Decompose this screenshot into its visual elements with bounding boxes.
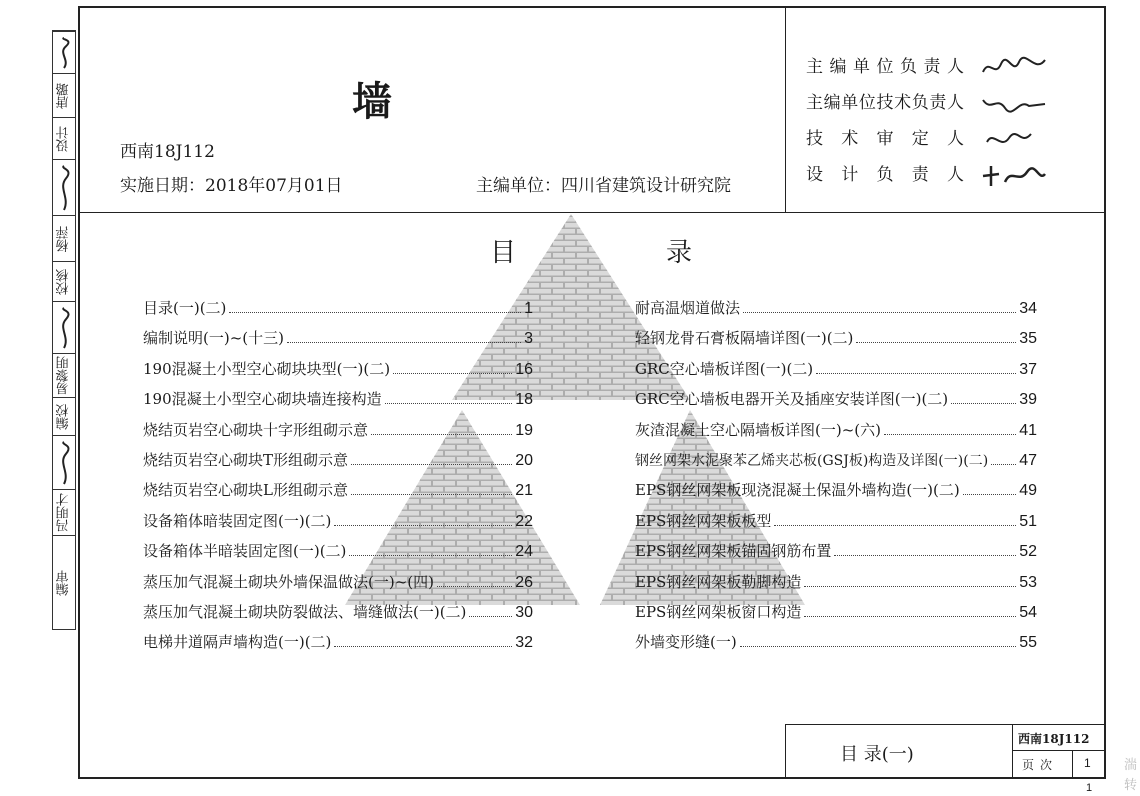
toc-entry [635, 570, 1037, 592]
toc-entry [635, 509, 1037, 531]
toc-entry-title: GRC空心墙板电器开关及插座安装详图(一)(二) [635, 390, 949, 409]
page-number: 1 [1084, 756, 1091, 770]
toc-leader-dots [437, 586, 512, 587]
side-glyph: 转 [1124, 778, 1138, 793]
toc-entry-page: 49 [1019, 482, 1037, 500]
toc-entry-page: 52 [1019, 543, 1037, 561]
title-block-inner-line [1012, 750, 1106, 751]
strip-label-cell: 编审 [53, 535, 75, 630]
toc-entry-page: 19 [515, 421, 533, 439]
handwritten-signature [56, 36, 72, 70]
toc-entry-title: 耐高温烟道做法 [635, 299, 741, 317]
strip-signature-cell [53, 435, 75, 490]
responsible-label: 设计负责人 [806, 165, 964, 185]
toc-leader-dots [816, 373, 1016, 374]
toc-entry-page: 39 [1019, 391, 1037, 409]
toc-entry-title: 烧结页岩空心砌块L形组砌示意 [143, 481, 348, 500]
handwritten-signature [979, 126, 1049, 154]
toc-entry [143, 357, 533, 379]
toc-title-right: 录 [666, 238, 693, 268]
toc-entry [143, 387, 533, 409]
toc-entry-page: 54 [1019, 604, 1037, 621]
toc-entry-title: 外墙变形缝(一) [635, 633, 737, 652]
handwritten-signature [56, 164, 72, 212]
toc-entry-title: 轻钢龙骨石膏板隔墙详图(一)(二) [635, 329, 854, 348]
toc-leader-dots [334, 525, 512, 526]
strip-label-cell: 校核 [53, 261, 75, 302]
toc-entry-page: 32 [515, 634, 533, 652]
toc-leader-dots [834, 555, 1016, 556]
toc-leader-dots [371, 434, 512, 435]
toc-entry-page: 30 [515, 604, 533, 621]
toc-entry-title: EPS钢丝网架板勒脚构造 [635, 572, 802, 591]
toc-entry-title: 编制说明(一)~(十三) [143, 329, 284, 348]
toc-entry-page: 24 [515, 543, 533, 561]
toc-title-left: 目 [490, 238, 517, 268]
header-vertical-divider [785, 6, 786, 212]
handwritten-signature [979, 54, 1049, 82]
toc-entry [635, 630, 1037, 652]
toc-entry-title: 烧结页岩空心砌块十字形组砌示意 [143, 420, 369, 439]
responsible-label: 主编单位技术负责人 [806, 93, 964, 113]
strip-label-cell: 易黎明 [53, 353, 75, 398]
handwritten-signature [979, 162, 1049, 190]
toc-entry [143, 296, 533, 318]
toc-leader-dots [469, 616, 512, 617]
toc-entry [635, 296, 1037, 318]
signature-strip [52, 30, 76, 630]
toc-leader-dots [287, 342, 521, 343]
toc-leader-dots [804, 586, 1016, 587]
toc-entry [143, 600, 533, 622]
header-divider [78, 212, 1106, 213]
toc-entry-title: EPS钢丝网架板窗口构造 [635, 603, 802, 621]
toc-leader-dots [334, 646, 512, 647]
toc-entry-title: 设备箱体暗装固定图(一)(二) [143, 511, 332, 530]
toc-entry [143, 448, 533, 470]
toc-entry [143, 478, 533, 500]
toc-entry-page: 26 [515, 573, 533, 591]
toc-leader-dots [743, 312, 1016, 313]
toc-leader-dots [351, 494, 512, 495]
strip-label-cell: 杨萍 [53, 215, 75, 262]
responsible-row [806, 124, 1049, 154]
toc-leader-dots [393, 373, 512, 374]
toc-entry-page: 21 [515, 482, 533, 500]
toc-entry-title: GRC空心墙板详图(一)(二) [635, 359, 814, 378]
title-block-code: 西南18J112 [1018, 732, 1090, 746]
toc-entry [635, 357, 1037, 379]
toc-entry-page: 20 [515, 452, 533, 469]
toc-leader-dots [963, 494, 1016, 495]
page-title: 墙 [352, 78, 392, 125]
toc-entry-title: EPS钢丝网架板锚固钢筋布置 [635, 542, 832, 561]
toc-entry [143, 570, 533, 592]
toc-entry-title: 目录(一)(二) [143, 299, 227, 317]
handwritten-signature [56, 306, 72, 350]
strip-label-cell: 唐璐 [53, 73, 75, 118]
toc-entry [143, 418, 533, 440]
toc-entry [635, 539, 1037, 561]
toc-entry [143, 326, 533, 348]
toc-leader-dots [740, 646, 1016, 647]
toc-entry-title: 190混凝土小型空心砌块墙连接构造 [143, 390, 382, 409]
strip-signature-cell [53, 159, 75, 216]
strip-label-cell: 设计 [53, 117, 75, 160]
responsible-row [806, 88, 1049, 118]
responsible-label: 技术审定人 [806, 129, 964, 149]
toc-entry-page: 51 [1019, 512, 1037, 530]
toc-leader-dots [351, 464, 512, 465]
toc-leader-dots [774, 525, 1016, 526]
toc-entry-page: 16 [515, 360, 533, 378]
toc-entry [635, 326, 1037, 348]
strip-signature-cell [53, 31, 75, 74]
toc-entry-title: 蒸压加气混凝土砌块防裂做法、墙缝做法(一)(二) [143, 603, 467, 621]
toc-entry-title: 钢丝网架水泥聚苯乙烯夹芯板(GSJ板)构造及详图(一)(二) [635, 453, 989, 469]
toc-leader-dots [884, 434, 1016, 435]
handwritten-signature [979, 90, 1049, 118]
toc-entry-page: 22 [515, 512, 533, 530]
toc-entry-page: 34 [1019, 300, 1037, 317]
toc-entry-title: 灰渣混凝土空心隔墙板详图(一)~(六) [635, 420, 881, 439]
toc-entry [635, 418, 1037, 440]
toc-entry [143, 509, 533, 531]
side-glyph: 湍 [1124, 758, 1138, 773]
toc-entry [635, 387, 1037, 409]
toc-entry-page: 18 [515, 391, 533, 409]
sheet-name: 目 录(一) [840, 744, 914, 765]
toc-entry-page: 35 [1019, 330, 1037, 348]
toc-entry-title: EPS钢丝网架板板型 [635, 511, 772, 530]
toc-leader-dots [229, 312, 521, 313]
toc-leader-dots [385, 403, 513, 404]
toc-entry-title: 蒸压加气混凝土砌块外墙保温做法(一)~(四) [143, 572, 434, 591]
responsible-label: 主编单位负责人 [806, 57, 964, 77]
toc-entry [635, 448, 1037, 470]
title-block-divider [785, 724, 786, 777]
responsible-row [806, 52, 1049, 82]
toc-entry-page: 1 [524, 300, 533, 317]
toc-entry-page: 47 [1019, 452, 1037, 469]
responsible-row [806, 160, 1049, 190]
toc-entry-title: 190混凝土小型空心砌块块型(一)(二) [143, 359, 391, 378]
toc-entry [635, 478, 1037, 500]
title-block-inner-divider [1072, 750, 1073, 777]
toc-entry [635, 600, 1037, 622]
sheet-number: 1 [1086, 782, 1093, 794]
toc-leader-dots [991, 464, 1016, 465]
toc-entry-title: EPS钢丝网架板现浇混凝土保温外墙构造(一)(二) [635, 481, 960, 500]
effective-date: 实施日期：2018年07月01日 [120, 176, 343, 196]
toc-leader-dots [349, 555, 512, 556]
standard-code: 西南18J112 [120, 142, 215, 162]
strip-label-cell: 编校 [53, 397, 75, 436]
toc-entry [143, 539, 533, 561]
strip-signature-cell [53, 301, 75, 354]
toc-entry-title: 电梯井道隔声墙构造(一)(二) [143, 633, 332, 652]
toc-entry [143, 630, 533, 652]
strip-label-cell: 冯明才 [53, 489, 75, 536]
toc-entry-page: 41 [1019, 421, 1037, 439]
toc-entry-title: 设备箱体半暗装固定图(一)(二) [143, 542, 347, 561]
toc-leader-dots [951, 403, 1016, 404]
toc-entry-page: 37 [1019, 360, 1037, 378]
handwritten-signature [56, 440, 72, 486]
toc-entry-page: 3 [524, 330, 533, 348]
page-label: 页次 [1022, 758, 1059, 772]
toc-entry-page: 55 [1019, 634, 1037, 652]
toc-entry-page: 53 [1019, 573, 1037, 591]
toc-entry-title: 烧结页岩空心砌块T形组砌示意 [143, 451, 349, 469]
editing-organization: 主编单位：四川省建筑设计研究院 [476, 176, 731, 196]
toc-leader-dots [804, 616, 1016, 617]
title-block-top-line [785, 724, 1106, 725]
toc-leader-dots [856, 342, 1016, 343]
